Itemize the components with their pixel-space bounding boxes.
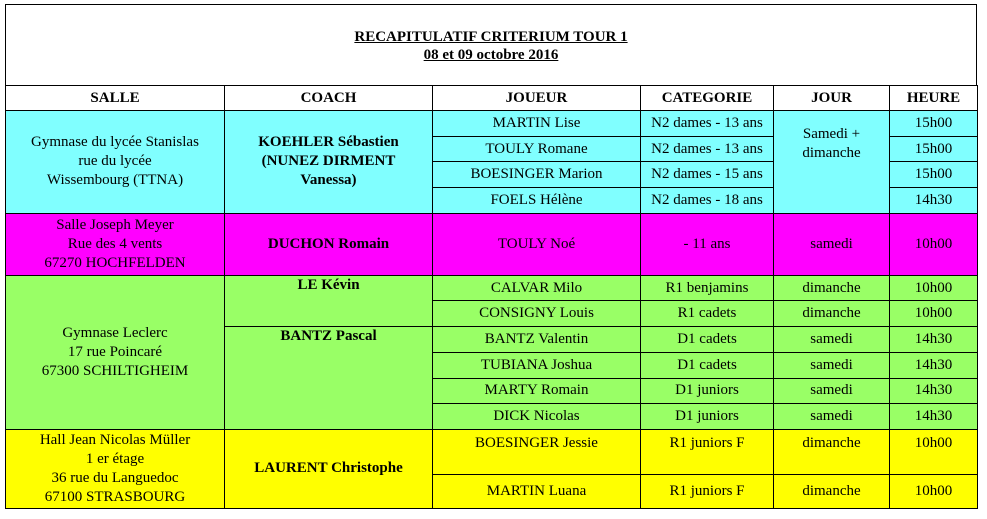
categorie-cell: R1 juniors F — [641, 429, 774, 474]
categorie-cell: - 11 ans — [641, 213, 774, 275]
coach-cell: BANTZ Pascal — [225, 327, 433, 430]
joueur-cell: CALVAR Milo — [433, 275, 641, 301]
heure-cell: 14h30 — [890, 327, 978, 353]
header-joueur: JOUEUR — [433, 86, 641, 111]
joueur-cell: TOULY Romane — [433, 136, 641, 162]
joueur-cell: MARTIN Luana — [433, 474, 641, 508]
joueur-cell: BOESINGER Jessie — [433, 429, 641, 474]
jour-cell: samedi — [774, 378, 890, 404]
joueur-cell: TOULY Noé — [433, 213, 641, 275]
heure-cell: 14h30 — [890, 404, 978, 430]
coach-cell: LAURENT Christophe — [225, 429, 433, 508]
coach-cell: KOEHLER Sébastien (NUNEZ DIRMENT Vanessa) — [225, 111, 433, 214]
table-row — [6, 275, 978, 301]
header-categorie: CATEGORIE — [641, 86, 774, 111]
categorie-cell: N2 dames - 13 ans — [641, 136, 774, 162]
categorie-cell: D1 cadets — [641, 327, 774, 353]
header-row — [6, 86, 978, 111]
salle-cell: Gymnase du lycée Stanislas rue du lycée Wissembourg (TTNA) — [6, 111, 225, 214]
page-title: RECAPITULATIF CRITERIUM TOUR 1 — [354, 29, 628, 45]
categorie-cell: D1 juniors — [641, 378, 774, 404]
joueur-cell: DICK Nicolas — [433, 404, 641, 430]
joueur-cell: CONSIGNY Louis — [433, 301, 641, 327]
salle-cell: Salle Joseph Meyer Rue des 4 vents 67270 HOCHFELDEN — [6, 213, 225, 275]
heure-cell: 15h00 — [890, 111, 978, 137]
categorie-cell: R1 cadets — [641, 301, 774, 327]
joueur-cell: FOELS Hélène — [433, 188, 641, 214]
categorie-cell: R1 juniors F — [641, 474, 774, 508]
heure-cell: 10h00 — [890, 429, 978, 474]
jour-cell: dimanche — [774, 429, 890, 474]
categorie-cell: D1 juniors — [641, 404, 774, 430]
header-coach: COACH — [225, 86, 433, 111]
coach-cell: LE Kévin — [225, 275, 433, 326]
jour-cell: Samedi + dimanche — [774, 111, 890, 214]
table-row — [6, 429, 978, 474]
header-jour: JOUR — [774, 86, 890, 111]
title-box — [5, 4, 977, 85]
salle-cell: Gymnase Leclerc 17 rue Poincaré 67300 SCHILTIGHEIM — [6, 275, 225, 429]
joueur-cell: BANTZ Valentin — [433, 327, 641, 353]
jour-cell: samedi — [774, 327, 890, 353]
categorie-cell: D1 cadets — [641, 352, 774, 378]
page-subtitle: 08 et 09 octobre 2016 — [423, 47, 559, 63]
jour-cell: dimanche — [774, 301, 890, 327]
heure-cell: 15h00 — [890, 136, 978, 162]
heure-cell: 10h00 — [890, 301, 978, 327]
heure-cell: 10h00 — [890, 275, 978, 301]
recap-sheet — [5, 4, 977, 509]
jour-cell: samedi — [774, 404, 890, 430]
header-heure: HEURE — [890, 86, 978, 111]
heure-cell: 10h00 — [890, 213, 978, 275]
heure-cell: 14h30 — [890, 188, 978, 214]
joueur-cell: MARTY Romain — [433, 378, 641, 404]
categorie-cell: N2 dames - 15 ans — [641, 162, 774, 188]
jour-cell: dimanche — [774, 275, 890, 301]
heure-cell: 15h00 — [890, 162, 978, 188]
categorie-cell: N2 dames - 18 ans — [641, 188, 774, 214]
heure-cell: 14h30 — [890, 352, 978, 378]
heure-cell: 10h00 — [890, 474, 978, 508]
jour-cell: samedi — [774, 213, 890, 275]
header-salle: SALLE — [6, 86, 225, 111]
schedule-table — [5, 85, 978, 509]
table-row — [6, 213, 978, 275]
coach-cell: DUCHON Romain — [225, 213, 433, 275]
joueur-cell: BOESINGER Marion — [433, 162, 641, 188]
categorie-cell: N2 dames - 13 ans — [641, 111, 774, 137]
joueur-cell: TUBIANA Joshua — [433, 352, 641, 378]
categorie-cell: R1 benjamins — [641, 275, 774, 301]
jour-cell: samedi — [774, 352, 890, 378]
jour-cell: dimanche — [774, 474, 890, 508]
salle-cell: Hall Jean Nicolas Müller 1 er étage 36 rue du Languedoc 67100 STRASBOURG — [6, 429, 225, 508]
table-row — [6, 111, 978, 137]
joueur-cell: MARTIN Lise — [433, 111, 641, 137]
heure-cell: 14h30 — [890, 378, 978, 404]
